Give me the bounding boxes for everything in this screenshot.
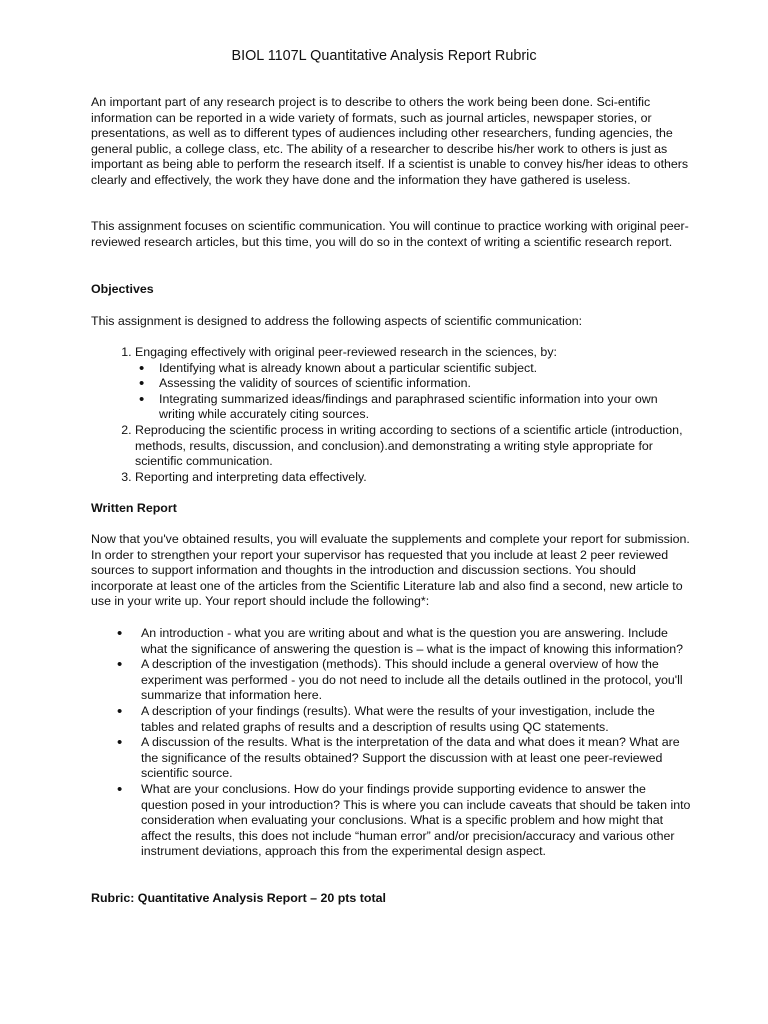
objective-item: 3. Reporting and interpreting data effectively. <box>135 470 691 486</box>
written-report-heading: Written Report <box>91 501 177 515</box>
report-item: • A discussion of the results. What is the interpretation of the data and what does it mean? What are the significance of the results obtained? Support the discussion with at least one peer-reviewed scientific source. <box>141 735 691 782</box>
objective-subitem: • Assessing the validity of sources of scientific information. <box>159 376 691 392</box>
report-item: • A description of your findings (results). What were the results of your investigation, include the tables and related graphs of results and a description of results using QC statements. <box>141 704 691 735</box>
objectives-heading: Objectives <box>91 282 154 296</box>
objective-item <box>135 345 691 423</box>
objective-subitem: • Identifying what is already known about a particular scientific subject. <box>159 361 691 377</box>
written-report-lead: Now that you've obtained results, you will evaluate the supplements and complete your report for submission. In order to strengthen your report your supervisor has requested that you include at least 2 peer reviewed sources to support information and thoughts in the introduction and discussion sections. You should incorporate at least one of the articles from the Scientific Literature lab and also find a second, new article to use in your write up. Your report should include the following*: <box>91 532 690 609</box>
objective-subitem: • Integrating summarized ideas/findings and paraphrased scientific information into your own writing while accurately citing sources. <box>159 392 691 423</box>
objectives-list <box>91 345 691 485</box>
report-item: • An introduction - what you are writing about and what is the question you are answering. Include what the significance of answering the question is – what is the impact of knowing this information? <box>141 626 691 657</box>
objective-text: Engaging effectively with original peer-reviewed research in the sciences, by: <box>135 345 557 359</box>
intro-paragraph: This assignment focuses on scientific communication. You will continue to practice working with original peer-reviewed research articles, but this time, you will do so in the context of writing a scientific research report. <box>91 219 689 249</box>
report-item: • A description of the investigation (methods). This should include a general overview of how the experiment was performed - you do not need to include all the details outlined in the protocol, you'll summarize that information here. <box>141 657 691 704</box>
document-title: BIOL 1107L Quantitative Analysis Report Rubric <box>231 48 537 64</box>
report-requirements-list <box>91 626 691 860</box>
objective-item: 2. Reproducing the scientific process in writing according to sections of a scientific article (introduction, methods, results, discussion, and conclusion).and demonstrating a writing style appropriate for scientific communication. <box>135 423 691 470</box>
rubric-heading: Rubric: Quantitative Analysis Report – 20 pts total <box>91 891 386 905</box>
intro-paragraph: An important part of any research project is to describe to others the work being been done. Sci-entific information can be reported in a wide variety of formats, such as journal articles, newspaper stories, or presentations, as well as to different types of audiences including other researchers, funding agencies, the general public, a college class, etc. The ability of a researcher to describe his/her work to others is just as important as being able to perform the research itself. If a scientist is unable to convey his/her ideas to others clearly and effectively, the work they have done and the information they have gathered is useless. <box>91 95 689 187</box>
report-item: • What are your conclusions. How do your findings provide supporting evidence to answer the question posed in your introduction? This is where you can include caveats that should be taken into consideration when evaluating your conclusions. What is a specific problem and how might that affect the results, this does not include “human error” and/or precision/accuracy and various other instrument deviations, approach this from the experimental design aspect. <box>141 782 691 860</box>
objectives-lead: This assignment is designed to address the following aspects of scientific communication: <box>91 314 583 328</box>
